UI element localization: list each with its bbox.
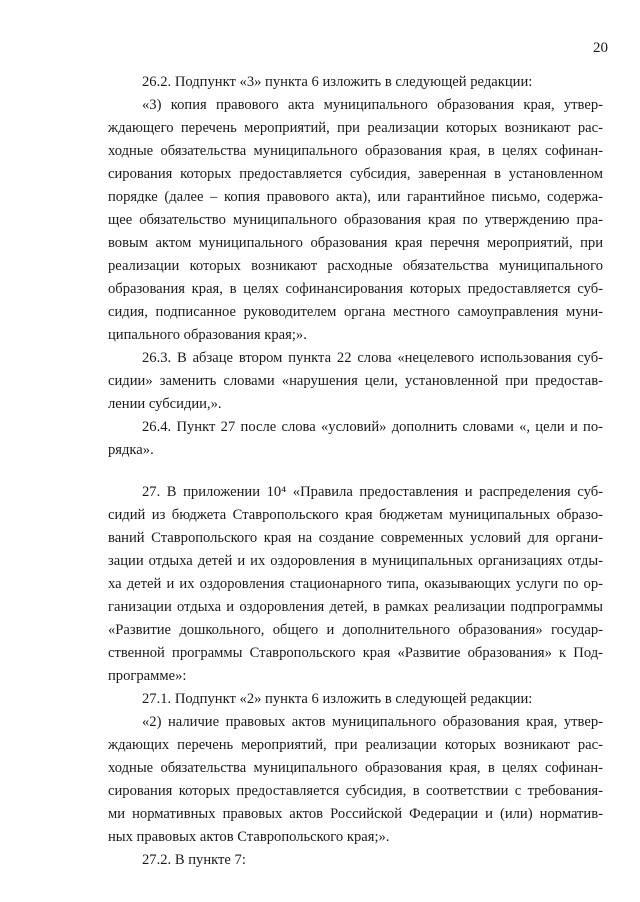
- text-line: сидий из бюджета Ставропольского края бюджетам муниципальных образо-: [108, 507, 603, 523]
- text-line: ждающих перечень мероприятий, при реализации которых возникают рас-: [108, 737, 603, 753]
- text-line: зации отдыха детей и их оздоровления в муниципальных организациях отды-: [108, 553, 603, 569]
- text-line: 27.1. Подпункт «2» пункта 6 изложить в следующей редакции:: [142, 691, 533, 707]
- text-line: ваний Ставропольского края на создание современных условий для органи-: [108, 530, 603, 546]
- page-number: 20: [593, 40, 608, 56]
- text-line: ми нормативных правовых актов Российской Федерации и (или) норматив-: [108, 806, 603, 822]
- text-line: 26.4. Пункт 27 после слова «условий» дополнить словами «, цели и по-: [142, 419, 603, 435]
- text-line: 26.3. В абзаце втором пункта 22 слова «нецелевого использования суб-: [142, 350, 603, 366]
- text-line: образования края, в целях софинансирования которых предоставляется суб-: [108, 281, 603, 297]
- text-line: ходные обязательства муниципального образования края, в целях софинан-: [108, 760, 603, 776]
- text-line: ганизации отдыха и оздоровления детей, в рамках реализации подпрограммы: [108, 599, 603, 615]
- text-line: «3) копия правового акта муниципального образования края, утвер-: [142, 97, 603, 113]
- text-line: сирования которых предоставляется субсидия, в соответствии с требования-: [108, 783, 603, 799]
- text-line: ципального образования края;».: [108, 327, 307, 343]
- text-line: ных правовых актов Ставропольского края;».: [108, 829, 390, 845]
- text-line: щее обязательство муниципального образования края по утверждению пра-: [108, 212, 603, 228]
- text-line: сидии» заменить словами «нарушения цели, установленной при предостав-: [108, 373, 603, 389]
- text-line: реализации которых возникают расходные обязательства муниципального: [108, 258, 603, 274]
- text-line: 26.2. Подпункт «3» пункта 6 изложить в следующей редакции:: [142, 74, 533, 90]
- text-line: сидия, подписанное руководителем органа местного самоуправления муни-: [108, 304, 603, 320]
- text-line: 27. В приложении 10⁴ «Правила предоставления и распределения суб-: [142, 484, 603, 500]
- text-line: рядка».: [108, 442, 154, 458]
- text-line: ха детей и их оздоровления стационарного типа, оказывающих услуги по ор-: [108, 576, 603, 592]
- text-line: «Развитие дошкольного, общего и дополнительного образования» государ-: [108, 622, 603, 638]
- text-line: ждающего перечень мероприятий, при реализации которых возникают рас-: [108, 120, 603, 136]
- text-line: вовым актом муниципального образования края перечня мероприятий, при: [108, 235, 603, 251]
- text-line: ственной программы Ставропольского края «Развитие образования» к Под-: [108, 645, 603, 661]
- text-line: ходные обязательства муниципального образования края, в целях софинан-: [108, 143, 603, 159]
- text-line: сирования которых предоставляется субсидия, заверенная в установленном: [108, 166, 603, 182]
- text-line: лении субсидии,».: [108, 396, 222, 412]
- text-line: программе»:: [108, 668, 187, 684]
- text-line: порядке (далее – копия правового акта), или гарантийное письмо, содержа-: [108, 189, 603, 205]
- text-line: «2) наличие правовых актов муниципального образования края, утвер-: [142, 714, 603, 730]
- text-line: 27.2. В пункте 7:: [142, 852, 246, 868]
